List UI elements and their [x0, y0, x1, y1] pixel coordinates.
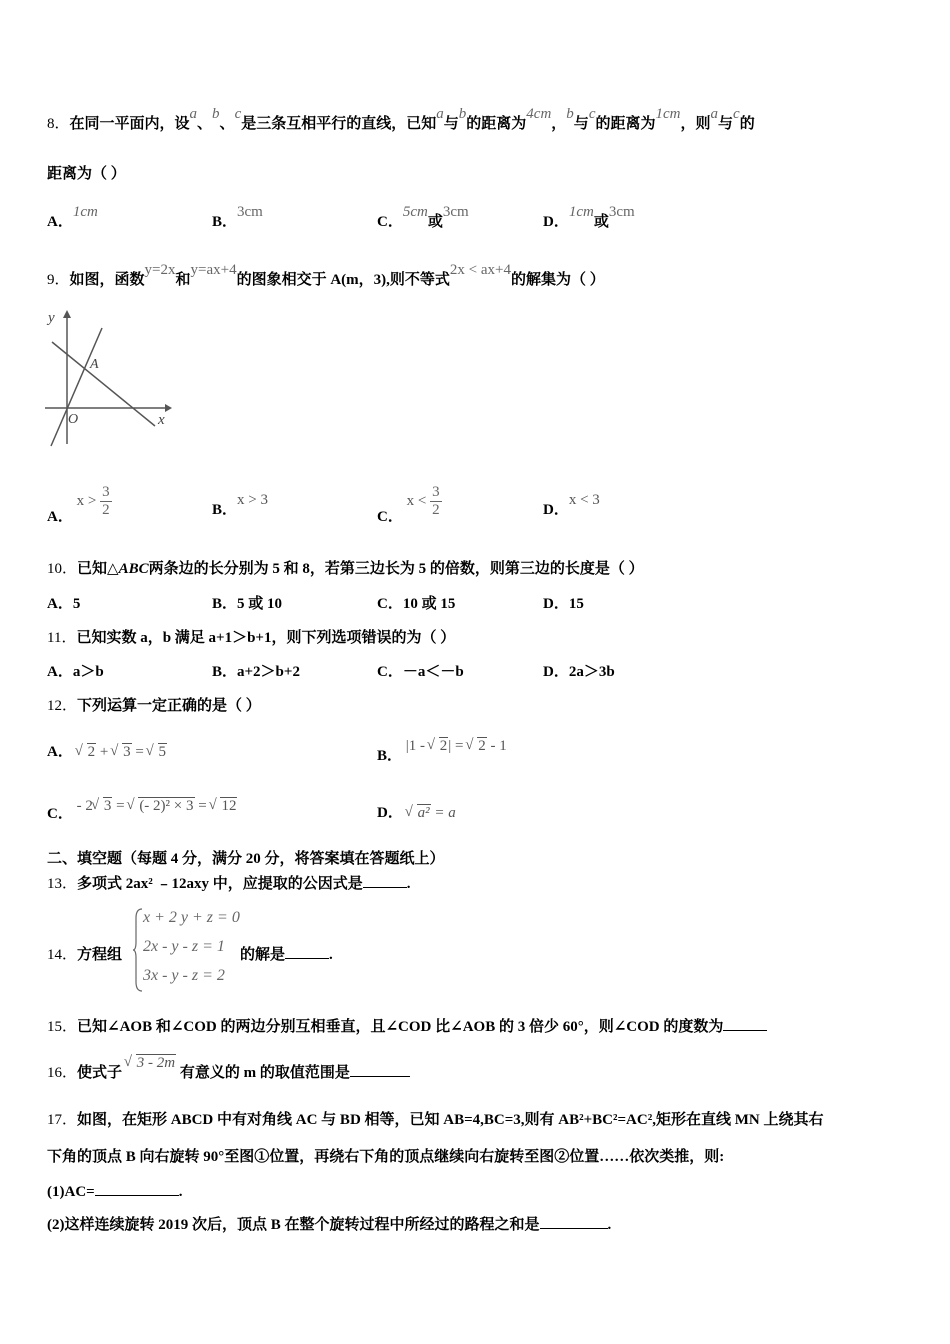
line-y-2x: [51, 328, 102, 446]
q11-option-a: A．a＞b: [47, 664, 104, 680]
q11-line: [47, 628, 455, 648]
answer-blank[interactable]: [723, 1030, 767, 1031]
q8-text-6: 与: [573, 116, 589, 132]
q10-number: 10．: [47, 561, 78, 577]
equals-a: = a: [434, 805, 456, 821]
fraction: [430, 484, 442, 519]
q12-line: [47, 696, 261, 716]
q15-number: 15．: [47, 1019, 78, 1035]
q12-number: 12．: [47, 698, 78, 714]
q9-option-a: [47, 484, 112, 525]
sqrt-2: [77, 742, 97, 762]
q8-sep-1: 、: [197, 116, 213, 132]
q10-option-d: D．15: [543, 596, 584, 612]
option-value: x < 3: [568, 492, 600, 508]
option-value-2: 3cm: [608, 204, 635, 220]
x-axis-arrow: [165, 404, 172, 412]
option-label: C．: [377, 214, 403, 230]
period: .: [607, 1217, 612, 1233]
var-b: b: [212, 106, 220, 122]
q8-text-2: 是三条互相平行的直线，已知: [241, 116, 437, 132]
var-a-2: a: [436, 106, 444, 122]
q17-part1: (1)AC=: [47, 1184, 95, 1200]
radicand: a²: [417, 805, 430, 821]
option-value-2: 3cm: [442, 204, 469, 220]
section-2-heading: 二、填空题（每题 4 分，满分 20 分，将答案填在答题纸上）: [47, 851, 445, 867]
q17-line1: [47, 1110, 823, 1130]
sqrt-3: [93, 796, 113, 816]
q8-number: 8．: [47, 116, 70, 132]
q8-text-4: 的距离为: [466, 116, 527, 132]
option-value: 1cm: [72, 204, 98, 220]
q13-text: 多项式 2ax² ﹣12axy 中，应提取的公因式是: [77, 876, 363, 892]
option-label: C．: [47, 806, 73, 822]
equals-sign: =: [135, 744, 144, 760]
option-label: A．: [47, 744, 73, 760]
radicand: 3 - 2m: [136, 1055, 176, 1071]
option-label: A．: [47, 508, 73, 525]
function-1: y=2x: [144, 262, 176, 278]
y-axis-arrow: [63, 310, 71, 318]
sqrt-3: [112, 742, 132, 762]
option-label: B．: [212, 502, 238, 518]
inequality: 2x < ax+4: [449, 262, 511, 278]
answer-blank[interactable]: [95, 1195, 179, 1196]
q9-number: 9．: [47, 272, 70, 288]
numerator: 3: [102, 484, 110, 500]
abs-close: |: [448, 738, 452, 754]
var-b-2: b: [458, 106, 467, 122]
q11-option-d: D．2a＞3b: [543, 664, 615, 680]
equation-2: 2x - y - z = 1: [143, 938, 225, 955]
q10-option-a: A．5: [47, 596, 81, 612]
q11-text: 已知实数 a，b 满足 a+1＞b+1，则下列选项错误的为（ ）: [76, 630, 456, 646]
q9-text-4: 的解集为（ ）: [511, 272, 605, 288]
var-c: c: [234, 106, 242, 122]
denominator: 2: [102, 502, 110, 518]
option-label: C．: [377, 508, 403, 525]
sqrt-product: [128, 796, 194, 816]
q8-text-3: 与: [443, 116, 459, 132]
coefficient: - 2: [76, 798, 93, 814]
answer-blank[interactable]: [363, 887, 407, 888]
q8-option-d: [543, 204, 635, 232]
radicand: 3: [103, 798, 112, 814]
var-a-3: a: [710, 106, 719, 122]
q13-line: [47, 874, 411, 894]
option-or: 或: [427, 214, 443, 230]
q14-text-2: 的解是: [240, 947, 286, 963]
equation-1: x + 2 y + z = 0: [143, 909, 240, 926]
q8-option-a: [47, 204, 98, 232]
q12-option-c: [47, 800, 237, 820]
var-c-3: c: [733, 106, 740, 122]
option-value: 3cm: [237, 204, 263, 220]
plus-sign: +: [99, 744, 109, 760]
q8-option-b: [212, 204, 263, 232]
equation-3: 3x - y - z = 2: [143, 967, 225, 984]
q8-text-9: 与: [718, 116, 734, 132]
q8-text-5: ，: [551, 116, 567, 132]
q11-option-b: B．a+2＞b+2: [212, 664, 300, 680]
q17-number: 17．: [47, 1112, 78, 1128]
period: .: [406, 876, 411, 892]
answer-blank[interactable]: [540, 1228, 608, 1229]
minus-one: - 1: [486, 738, 507, 754]
q8-text-8: ，则: [680, 116, 711, 132]
numerator: 3: [432, 484, 440, 500]
label-y: y: [48, 310, 55, 326]
equals-sign-2: =: [198, 798, 207, 814]
q8-text-7: 的距离为: [595, 116, 656, 132]
q10-text-1: 已知△: [77, 561, 119, 577]
q13-number: 13．: [47, 876, 78, 892]
period: .: [329, 947, 333, 963]
distance-2: 1cm: [655, 106, 681, 122]
sqrt-a-squared: [407, 803, 431, 823]
q16-number: 16．: [47, 1065, 78, 1081]
option-label: D．: [543, 214, 569, 230]
fraction: [100, 484, 112, 519]
option-label: A．: [47, 214, 73, 230]
period: .: [178, 1184, 183, 1200]
label-x: x: [158, 412, 165, 428]
option-label: D．: [377, 805, 403, 821]
answer-blank[interactable]: [350, 1076, 410, 1077]
radicand: 2: [478, 738, 486, 754]
q9-text-3: 的图象相交于 A(m，3),则不等式: [236, 272, 450, 288]
q9-option-c: [377, 484, 442, 525]
radicand: 2: [87, 744, 96, 760]
triangle-abc: ABC: [118, 561, 149, 577]
option-prefix: x >: [76, 492, 97, 509]
q12-option-b: [377, 738, 507, 764]
sqrt-12: [210, 796, 237, 816]
sqrt-expression: [126, 1053, 176, 1073]
label-a: A: [90, 357, 99, 372]
q8-line2: 距离为（ ）: [47, 166, 126, 182]
q8-text-10: 的: [739, 116, 755, 132]
option-prefix: x <: [406, 492, 427, 509]
q10-option-c: C．10 或 15: [377, 596, 456, 612]
radicand: 3: [123, 744, 131, 760]
q10-text-2: 两条边的长分别为 5 和 8，若第三边长为 5 的倍数，则第三边的长度是（ ）: [148, 561, 644, 577]
distance-1: 4cm: [526, 106, 552, 122]
option-label: B．: [377, 748, 403, 764]
q11-option-c: C．－a＜－b: [377, 664, 464, 680]
q16-text-1: 使式子: [77, 1065, 123, 1081]
q16-line: [47, 1055, 410, 1083]
q14-number: 14．: [47, 947, 78, 963]
option-value: x > 3: [237, 492, 268, 508]
q8-sep-2: 、: [219, 116, 235, 132]
q9-option-d: [543, 492, 600, 520]
q15-text: 已知∠AOB 和∠COD 的两边分别互相垂直，且∠COD 比∠AOB 的 3 倍少 60°，则∠COD 的度数为: [77, 1019, 724, 1035]
sqrt-2-b: [467, 736, 487, 756]
sqrt-2: [429, 736, 452, 756]
q14-text-1: 方程组: [77, 947, 123, 963]
radicand: 2: [439, 738, 448, 754]
q8-line1: [47, 106, 755, 134]
q9-option-b: [212, 492, 268, 520]
radicand: (- 2)² × 3: [139, 798, 194, 814]
q9-text-2: 和: [175, 272, 191, 288]
q17-line3: [47, 1182, 182, 1202]
equals-sign: =: [116, 798, 125, 814]
label-o: O: [68, 412, 79, 427]
q12-option-d: [377, 803, 456, 823]
q10-line: [47, 559, 644, 579]
q8-text-1: 在同一平面内，设: [69, 116, 190, 132]
q15-line: [47, 1017, 767, 1037]
equals-sign: =: [455, 738, 464, 754]
q12-text: 下列运算一定正确的是（ ）: [77, 698, 261, 714]
radicand: 12: [221, 798, 237, 814]
q16-text-2: 有意义的 m 的取值范围是: [179, 1065, 350, 1081]
answer-blank[interactable]: [285, 958, 329, 959]
q17-line2: 下角的顶点 B 向右旋转 90°至图①位置，再绕右下角的顶点继续向右旋转至图②位置……依次类推，则:: [47, 1149, 725, 1165]
option-or: 或: [593, 214, 609, 230]
q12-option-a: [47, 742, 167, 762]
q9-text-1: 如图，函数: [69, 272, 145, 288]
radicand: 5: [158, 744, 167, 760]
q10-option-b: B．5 或 10: [212, 596, 283, 612]
var-b-3: b: [566, 106, 574, 122]
option-label: D．: [543, 502, 569, 518]
equation-system-brace: [133, 908, 143, 992]
abs-open: |1 -: [405, 738, 429, 754]
sqrt-5: [148, 742, 168, 762]
function-2: y=ax+4: [190, 262, 237, 278]
q9-graph: [40, 306, 175, 451]
q8-option-c: [377, 204, 469, 232]
option-value-1: 1cm: [568, 204, 594, 220]
q9-line1: [47, 262, 605, 290]
option-label: B．: [212, 214, 238, 230]
q17-part2: (2)这样连续旋转 2019 次后，顶点 B 在整个旋转过程中所经过的路程之和是: [47, 1217, 540, 1233]
q17-text-1: 如图，在矩形 ABCD 中有对角线 AC 与 BD 相等，已知 AB=4,BC=3,则有 AB²+BC²=AC²,矩形在直线 MN 上绕其右: [77, 1112, 824, 1128]
var-c-2: c: [588, 106, 596, 122]
q17-line4: [47, 1215, 611, 1235]
var-a: a: [189, 106, 198, 122]
q11-number: 11．: [47, 630, 77, 646]
denominator: 2: [432, 502, 440, 518]
option-value-1: 5cm: [402, 204, 428, 220]
